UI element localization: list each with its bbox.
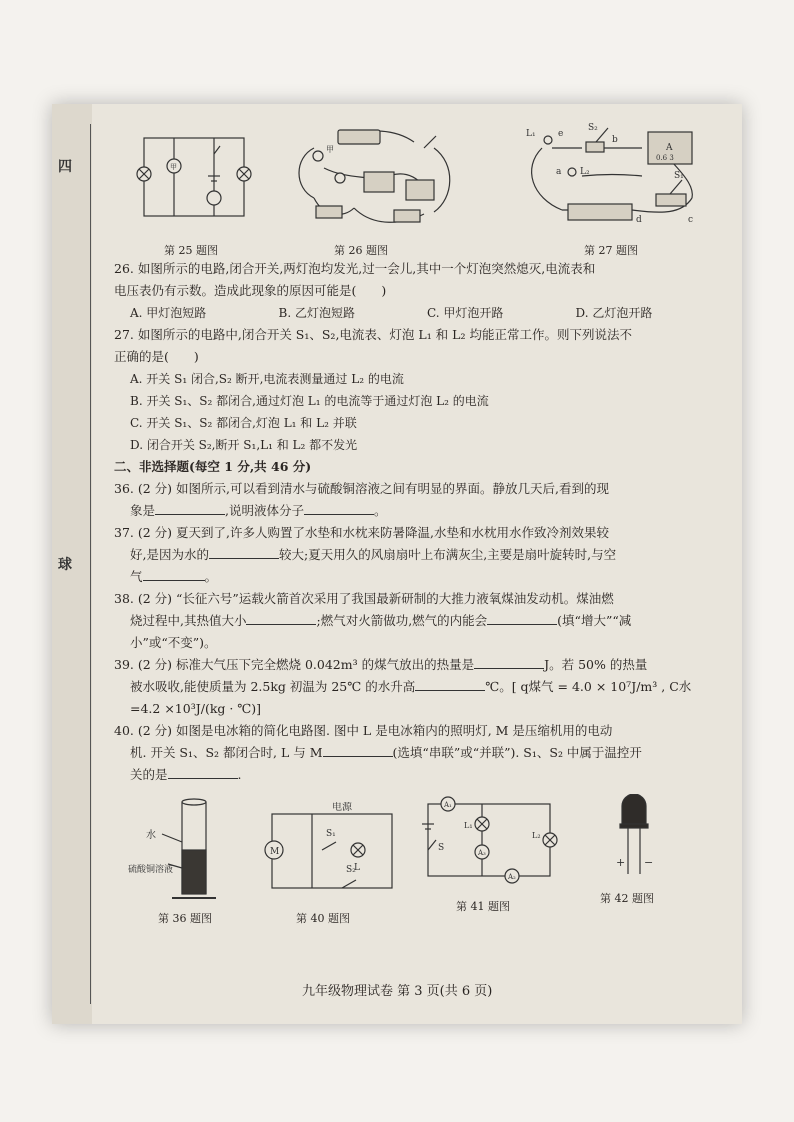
- caption-fig27: 第 27 题图: [584, 244, 638, 257]
- fig27-label-e: e: [558, 129, 564, 139]
- q39-part2: J。若 50% 的热量: [544, 657, 648, 672]
- q27-option-c: C. 开关 S₁、S₂ 都闭合,灯泡 L₁ 和 L₂ 并联: [130, 416, 357, 430]
- q40-blank-2[interactable]: [168, 764, 238, 779]
- figure-40-circuit: [262, 802, 402, 898]
- q27-option-b: B. 开关 S₁、S₂ 都闭合,通过灯泡 L₁ 的电流等于通过灯泡 L₂ 的电流: [130, 394, 489, 408]
- figure-27-circuit: [522, 118, 712, 238]
- q39-blank-1[interactable]: [474, 654, 544, 669]
- fig40-label-L: L: [354, 863, 360, 873]
- figure-36-cylinder: [128, 794, 238, 914]
- question-36-cont: [114, 500, 724, 522]
- question-27-cont: [114, 346, 724, 368]
- margin-glyph-2: 球: [58, 557, 72, 573]
- q36-part3: 。: [374, 503, 387, 518]
- q36-part2: ,说明液体分子: [225, 503, 304, 518]
- question-38-cont2: 小”或“不变”)。: [130, 635, 217, 650]
- q36-blank-1[interactable]: [155, 500, 225, 515]
- question-36: 36. (2 分) 如图所示,可以看到清水与硫酸铜溶液之间有明显的界面。静放几天后,看到的现: [114, 481, 609, 496]
- q37-blank-2[interactable]: [143, 566, 205, 581]
- q38-part1: 烧过程中,其热值大小: [130, 613, 247, 628]
- fig26-label-jia: 甲: [326, 145, 334, 154]
- q26-option-b: B. 乙灯泡短路: [278, 306, 355, 320]
- question-40-cont2: [114, 764, 724, 786]
- fig27-label-A: A: [666, 143, 673, 153]
- question-26-text2: 电压表仍有示数。造成此现象的原因可能是( ): [114, 283, 387, 298]
- q37-part2: 较大;夏天用久的风扇扇叶上布满灰尘,主要是扇叶旋转时,与空: [278, 547, 617, 562]
- fig41-label-A3: A₃: [478, 849, 486, 857]
- q37-blank-1[interactable]: [209, 544, 279, 559]
- q38-blank-1[interactable]: [246, 610, 316, 625]
- fig36-label-solution: 硫酸铜溶液: [128, 865, 174, 875]
- fig27-label-c: c: [688, 215, 694, 225]
- q39-part1: 39. (2 分) 标准大气压下完全燃烧 0.042m³ 的煤气放出的热量是: [114, 657, 475, 672]
- q39-part3: 被水吸收,能使质量为 2.5kg 初温为 25℃ 的水升高: [130, 679, 416, 694]
- bottom-figures: [114, 794, 724, 934]
- fig42-label-minus: −: [644, 856, 654, 869]
- question-40: 40. (2 分) 如图是电冰箱的简化电路图. 图中 L 是电冰箱内的照明灯, M 是压缩机用的电动: [114, 723, 613, 738]
- question-26-cont: [114, 280, 724, 302]
- fig40-label-power: 电源: [332, 802, 352, 813]
- q40-part2: (选填“串联”或“并联”). S₁、S₂ 中属于温控开: [392, 745, 642, 760]
- question-27-text2: 正确的是( ): [114, 349, 199, 364]
- fig27-label-d: d: [636, 215, 642, 225]
- question-39: [114, 654, 724, 676]
- q26-option-a: A. 甲灯泡短路: [130, 306, 207, 320]
- fig40-label-S1: S₁: [326, 829, 336, 839]
- q27-option-a: A. 开关 S₁ 闭合,S₂ 断开,电流表测量通过 L₂ 的电流: [130, 372, 404, 386]
- q38-blank-2[interactable]: [487, 610, 557, 625]
- fig42-label-plus: +: [616, 856, 626, 869]
- q37-part1: 好,是因为水的: [130, 547, 209, 562]
- fig41-label-L1: L₁: [464, 821, 473, 830]
- q39-part4: ℃。[ q煤气 = 4.0 × 10⁷J/m³ , C水: [485, 679, 692, 694]
- margin-rule: [90, 124, 91, 1004]
- fig41-label-L2: L₂: [532, 831, 541, 840]
- fig40-label-M: M: [270, 847, 280, 857]
- fig36-label-water: 水: [146, 830, 156, 841]
- caption-fig41: 第 41 题图: [456, 900, 510, 913]
- section-2-heading: 二、非选择题(每空 1 分,共 46 分): [114, 459, 312, 474]
- figure-42-led: [598, 794, 668, 894]
- q26-option-c: C. 甲灯泡开路: [427, 306, 504, 320]
- q40-part4: .: [237, 767, 242, 782]
- q40-part3: 关的是: [130, 767, 168, 782]
- q37-part3: 气: [130, 569, 143, 584]
- figure-26-circuit: [284, 118, 464, 238]
- fig27-label-scale: 0.6 3: [656, 154, 674, 162]
- q26-option-d: D. 乙灯泡开路: [575, 306, 653, 320]
- question-39-cont: [114, 676, 724, 698]
- q38-part2: ;燃气对火箭做功,燃气的内能会: [316, 613, 488, 628]
- q37-part4: 。: [204, 569, 218, 584]
- fig41-label-A1: A₁: [444, 801, 452, 809]
- fig27-label-b: b: [612, 135, 618, 145]
- page-footer: 九年级物理试卷 第 3 页(共 6 页): [302, 984, 493, 999]
- question-27-text: 27. 如图所示的电路中,闭合开关 S₁、S₂,电流表、灯泡 L₁ 和 L₂ 均能正常工作。则下列说法不: [114, 327, 632, 342]
- fig27-label-S1: S₁: [674, 171, 684, 181]
- q36-blank-2[interactable]: [304, 500, 374, 515]
- question-38: 38. (2 分) “长征六号”运载火箭首次采用了我国最新研制的大推力液氧煤油发动机。煤油燃: [114, 591, 614, 606]
- figure-41-circuit: [418, 794, 558, 894]
- q27-option-d: D. 闭合开关 S₂,断开 S₁,L₁ 和 L₂ 都不发光: [130, 438, 358, 452]
- question-38-cont: [114, 610, 724, 632]
- question-39-cont2: =4.2 ×10³J/(kg · ℃)]: [130, 701, 262, 716]
- fig25-label-jia: 甲: [170, 163, 177, 171]
- question-26-text: 26. 如图所示的电路,闭合开关,两灯泡均发光,过一会儿,其中一个灯泡突然熄灭,电流表和: [114, 261, 596, 276]
- fig27-label-L2: L₂: [580, 167, 590, 177]
- question-40-cont: [114, 742, 724, 764]
- margin-glyph-1: 四: [58, 159, 72, 175]
- left-margin: [52, 104, 92, 1024]
- question-26: [114, 258, 724, 280]
- fig27-label-L1: L₁: [526, 129, 536, 139]
- fig41-label-S: S: [438, 843, 445, 853]
- caption-fig40: 第 40 题图: [296, 912, 350, 925]
- caption-fig42: 第 42 题图: [600, 892, 654, 905]
- fig27-label-a: a: [556, 167, 562, 177]
- question-26-options: [114, 302, 724, 324]
- question-37: 37. (2 分) 夏天到了,许多人购置了水垫和水枕来防暑降温,水垫和水枕用水作致冷剂效果较: [114, 525, 609, 540]
- question-27: [114, 324, 724, 346]
- q40-part1: 机. 开关 S₁、S₂ 都闭合时, L 与 M: [130, 745, 323, 760]
- caption-fig26: 第 26 题图: [334, 244, 388, 257]
- fig41-label-A2: A₂: [508, 873, 516, 881]
- question-37-cont2: [114, 566, 724, 588]
- fig27-label-S2: S₂: [588, 123, 598, 133]
- q39-blank-2[interactable]: [415, 676, 485, 691]
- q38-part3: (填“增大”“减: [557, 613, 632, 628]
- q40-blank-1[interactable]: [323, 742, 393, 757]
- page-content: [114, 118, 724, 934]
- exam-page: [52, 104, 742, 1024]
- q36-part1: 象是: [130, 503, 156, 518]
- fig40-label-S2: S₂: [346, 865, 356, 875]
- top-figures: [114, 118, 724, 258]
- figure-25-circuit: [134, 118, 254, 238]
- caption-fig36: 第 36 题图: [158, 912, 212, 925]
- question-37-cont: [114, 544, 724, 566]
- caption-fig25: 第 25 题图: [164, 244, 218, 257]
